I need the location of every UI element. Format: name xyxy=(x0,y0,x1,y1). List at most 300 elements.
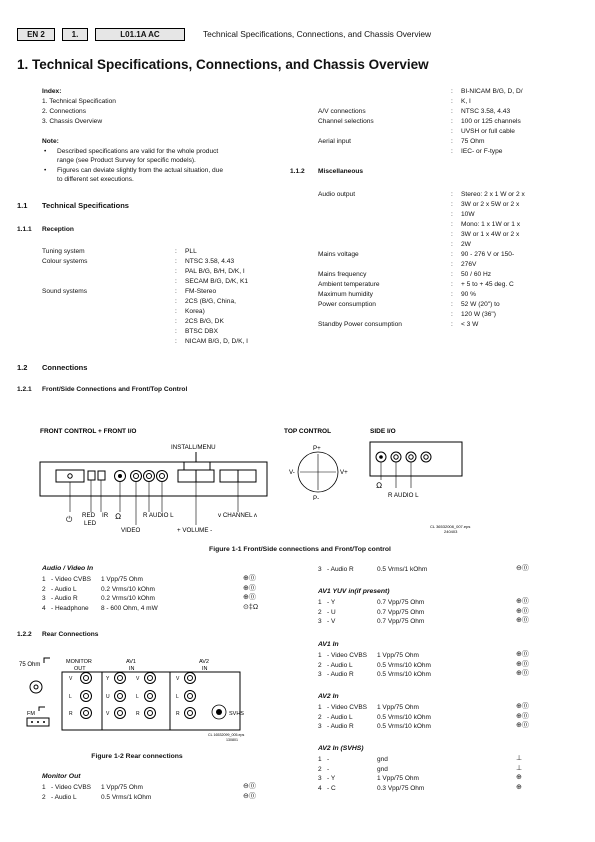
section-title: Technical Specifications xyxy=(42,201,129,210)
spec-value: 52 W (20") to xyxy=(461,301,500,308)
spec-separator: : xyxy=(451,291,453,298)
connector-icon: ⊕⓪ xyxy=(516,607,529,615)
spec-label xyxy=(318,261,451,269)
svg-text:V: V xyxy=(106,711,110,717)
subsection-number: 1.1.2 xyxy=(290,168,305,175)
spec-label: Mains voltage xyxy=(318,251,359,258)
svg-text:130801: 130801 xyxy=(226,738,238,742)
spec-separator: : xyxy=(451,138,453,145)
model-badge: L01.1A AC xyxy=(95,28,185,41)
connection-row xyxy=(318,599,462,607)
pin-value: 1 Vpp/75 Ohm xyxy=(377,775,419,782)
svg-text:OUT: OUT xyxy=(74,666,86,672)
install-menu-label: INSTALL/MENU xyxy=(171,444,216,451)
connection-row xyxy=(42,784,186,792)
connector-icon: ⊕⓪ xyxy=(516,703,529,710)
subsection-title: Front/Side Connections and Front/Top Control xyxy=(42,386,188,393)
spec-label xyxy=(42,268,175,276)
pin-number: 3 xyxy=(318,671,322,678)
rca-jack-center xyxy=(188,694,193,699)
spec-row xyxy=(318,261,476,269)
spec-row xyxy=(318,148,502,156)
spec-row xyxy=(318,108,510,116)
connection-row xyxy=(318,566,462,574)
spec-separator: : xyxy=(451,251,453,258)
spec-separator: : xyxy=(451,311,453,318)
table-title: AV1 YUV in(if present) xyxy=(318,588,390,595)
section-number: 1.2 xyxy=(17,363,28,372)
spec-separator: : xyxy=(451,211,453,218)
spec-label: Maximum humidity xyxy=(318,291,373,298)
svg-text:75 Ohm: 75 Ohm xyxy=(19,662,41,668)
svg-text:MONITOR: MONITOR xyxy=(66,659,92,665)
spec-separator: : xyxy=(451,98,453,105)
audio-l-jack xyxy=(157,471,168,482)
headphone-icon: Ω xyxy=(115,512,122,521)
svg-text:LED: LED xyxy=(84,520,97,527)
pin-value: 0.5 Vrms/10 kOhm xyxy=(377,661,431,669)
spec-row xyxy=(318,301,500,309)
pin-value: 8 - 600 Ohm, 4 mW xyxy=(101,604,158,612)
spec-separator: : xyxy=(451,108,453,115)
spec-row xyxy=(42,268,245,276)
svg-text:CL 36532008_007.eps: CL 36532008_007.eps xyxy=(430,524,471,529)
table-title: Audio / Video In xyxy=(42,565,94,572)
connection-row xyxy=(318,662,462,670)
spec-row xyxy=(42,318,224,326)
svg-text:R: R xyxy=(136,711,140,717)
spec-label: Colour systems xyxy=(42,258,88,265)
rca-jack-center xyxy=(84,694,89,699)
pin-number: 4 xyxy=(42,604,46,612)
note-bullet: • xyxy=(44,148,47,155)
spec-value: PAL B/G, B/H, D/K, I xyxy=(185,268,245,275)
pin-number: 1 xyxy=(318,599,322,606)
connection-row xyxy=(42,794,186,802)
spec-label xyxy=(318,128,451,136)
pin-value: 0.7 Vpp/75 Ohm xyxy=(377,608,425,616)
spec-label xyxy=(42,318,175,326)
spec-label: Audio output xyxy=(318,191,356,198)
spec-label xyxy=(318,311,451,319)
pin-value: gnd xyxy=(377,756,388,763)
side-io-label: SIDE I/O xyxy=(370,428,396,435)
spec-value: 2CS (B/G, China, xyxy=(185,298,236,305)
spec-separator: : xyxy=(175,298,177,305)
pin-value: 0.2 Vrms/10 kOhm xyxy=(101,595,155,602)
pin-value: 1 Vpp/75 Ohm xyxy=(101,576,143,583)
spec-value: PLL xyxy=(185,248,197,255)
spec-value: 90 % xyxy=(461,291,477,298)
pin-name: - Audio L xyxy=(327,661,353,669)
spec-separator: : xyxy=(175,338,177,345)
subsection-title: Reception xyxy=(42,226,74,233)
spec-label xyxy=(42,338,175,346)
table-title: Monitor Out xyxy=(42,773,81,780)
pin-name: - Audio L xyxy=(51,585,77,593)
svg-text:L: L xyxy=(69,694,72,700)
top-control-label: TOP CONTROL xyxy=(284,428,332,435)
spec-row xyxy=(318,98,471,106)
note-bullet: • xyxy=(44,167,47,174)
spec-label: Tuning system xyxy=(42,248,85,255)
spec-value: < 3 W xyxy=(461,321,479,328)
spec-row xyxy=(318,191,525,199)
spec-label: A/V connections xyxy=(318,108,366,115)
connection-row xyxy=(42,576,186,584)
spec-label xyxy=(42,308,175,316)
spec-label xyxy=(318,148,451,156)
svg-text:V-: V- xyxy=(289,469,295,476)
pin-value: 0.5 Vrms/1 kOhm xyxy=(377,566,428,573)
connector-icon: ⊕⓪ xyxy=(516,660,529,668)
spec-value: FM-Stereo xyxy=(185,288,217,295)
index-item: 1. Technical Specification xyxy=(42,98,116,105)
spec-row xyxy=(318,291,476,299)
spec-row xyxy=(318,251,514,259)
spec-value: 90 - 276 V or 150- xyxy=(461,251,515,258)
pin-name: - Headphone xyxy=(51,604,89,612)
connector-icon: ⊥ xyxy=(516,764,523,772)
spec-separator: : xyxy=(175,328,177,335)
rca-jack xyxy=(115,708,126,719)
rca-jack xyxy=(81,673,92,684)
pin-value: 0.5 Vrms/10 kOhm xyxy=(377,723,431,730)
svg-text:AV2: AV2 xyxy=(199,659,209,665)
svg-text:IR: IR xyxy=(102,512,109,519)
spec-value: 75 Ohm xyxy=(461,138,485,145)
pin-value: 0.5 Vrms/1 kOhm xyxy=(101,793,152,801)
spec-label xyxy=(318,241,451,249)
pin-number: 2 xyxy=(42,793,46,801)
svg-text:V: V xyxy=(136,676,140,682)
spec-separator: : xyxy=(175,318,177,325)
subsection-number: 1.2.1 xyxy=(17,386,32,393)
pin-number: 3 xyxy=(318,566,322,573)
pin-number: 2 xyxy=(318,661,322,669)
headphone-icon: Ω xyxy=(376,481,383,490)
spec-value: Mono: 1 x 1W or 1 x xyxy=(461,221,520,228)
connector-icon: ⊖⓪ xyxy=(243,783,256,790)
spec-separator: : xyxy=(175,268,177,275)
pin-value: 0.5 Vrms/10 kOhm xyxy=(377,671,431,678)
connection-row xyxy=(318,775,462,783)
pin-name: - V xyxy=(327,618,336,625)
pin-name: - xyxy=(327,765,330,773)
spec-label: Mains frequency xyxy=(318,271,367,278)
spec-label xyxy=(318,231,451,239)
spec-value: BI-NICAM B/G, D, D/ xyxy=(461,88,523,95)
spec-label: Ambient temperature xyxy=(318,281,380,288)
spec-row xyxy=(42,338,248,346)
section-title: Connections xyxy=(42,363,88,372)
svg-text:V: V xyxy=(176,676,180,682)
spec-row xyxy=(318,321,478,329)
spec-value: 100 or 125 channels xyxy=(461,118,521,125)
spec-separator: : xyxy=(451,201,453,208)
pin-name: - Video CVBS xyxy=(51,576,91,583)
connection-row xyxy=(318,671,462,679)
spec-value: + 5 to + 45 deg. C xyxy=(461,281,514,288)
index-heading: Index: xyxy=(42,88,62,95)
spec-value: Korea) xyxy=(185,308,205,315)
spec-row xyxy=(42,308,205,316)
rca-jack xyxy=(81,691,92,702)
spec-row xyxy=(42,258,234,266)
spec-label: Aerial input xyxy=(318,138,351,145)
rca-jack xyxy=(185,691,196,702)
spec-label xyxy=(42,298,175,306)
pin-value: 1 Vpp/75 Ohm xyxy=(377,652,419,659)
pin-name: - Video CVBS xyxy=(327,704,367,711)
rca-jack-center xyxy=(188,711,193,716)
spec-value: 276V xyxy=(461,261,477,268)
spec-value: K, I xyxy=(461,98,471,105)
spec-value: SECAM B/G, D/K, K1 xyxy=(185,278,249,285)
subsection-number: 1.2.2 xyxy=(17,631,32,638)
pin-value: 0.2 Vrms/10 kOhm xyxy=(101,585,155,593)
connector-icon: ⊕⓪ xyxy=(516,598,529,605)
figure-caption: Figure 1-2 Rear connections xyxy=(91,753,183,760)
svg-text:SVHS: SVHS xyxy=(229,711,244,717)
spec-row xyxy=(42,288,216,296)
table-title: AV1 In xyxy=(318,641,339,648)
rca-jack-center xyxy=(148,676,153,681)
spec-separator: : xyxy=(451,321,453,328)
spec-separator: : xyxy=(451,231,453,238)
connector-icon: ⊕⓪ xyxy=(516,670,529,677)
pin-value: 1 Vpp/75 Ohm xyxy=(101,784,143,791)
pin-number: 2 xyxy=(318,713,322,721)
spec-value: 3W or 2 x 5W or 2 x xyxy=(461,201,520,208)
connection-row xyxy=(42,595,186,603)
pin-name: - Video CVBS xyxy=(327,652,367,659)
section-number: 1.1 xyxy=(17,201,28,210)
pin-name: - Audio R xyxy=(327,566,354,573)
pin-number: 2 xyxy=(318,765,322,773)
spec-label xyxy=(318,221,451,229)
index-item: 2. Connections xyxy=(42,108,86,115)
audio-r-jack xyxy=(144,471,155,482)
spec-separator: : xyxy=(451,261,453,268)
spec-label: Channel selections xyxy=(318,118,374,125)
header-title: Technical Specifications, Connections, and Chassis Overview xyxy=(203,29,432,39)
svg-text:R: R xyxy=(176,711,180,717)
page-title: 1. Technical Specifications, Connections, and Chassis Overview xyxy=(17,57,429,72)
power-symbol-icon: ⏻ xyxy=(66,515,73,524)
pin-name: - Y xyxy=(327,775,336,782)
pin-name: - Audio L xyxy=(51,793,77,801)
connection-row xyxy=(318,618,462,626)
rca-jack-center xyxy=(188,676,193,681)
pin-number: 1 xyxy=(42,576,46,583)
spec-label: Power consumption xyxy=(318,301,376,308)
pin-name: - Video CVBS xyxy=(51,784,91,791)
connection-row xyxy=(318,766,462,774)
spec-value: UVSH or full cable xyxy=(461,128,515,135)
lang-badge: EN 2 xyxy=(17,28,55,41)
note-text: Figures can deviate slightly from the actual situation, due xyxy=(57,167,224,174)
pin-value: 0.3 Vpp/75 Ohm xyxy=(377,784,425,792)
spec-row xyxy=(318,311,496,319)
spec-value: Stereo: 2 x 1 W or 2 x xyxy=(461,191,525,198)
figure-caption: Figure 1-1 Front/Side connections and Front/Top control xyxy=(209,546,391,553)
rca-jack-center xyxy=(84,711,89,716)
spec-separator: : xyxy=(451,301,453,308)
spec-value: 120 W (36") xyxy=(461,311,496,318)
svg-text:V+: V+ xyxy=(340,469,348,476)
connection-row xyxy=(318,652,462,660)
connection-row xyxy=(318,723,462,731)
rear-connections-figure xyxy=(0,654,300,744)
spec-separator: : xyxy=(451,191,453,198)
rca-jack xyxy=(145,708,156,719)
spec-label xyxy=(42,328,175,336)
rca-jack-center xyxy=(118,711,123,716)
table-title: AV2 In (SVHS) xyxy=(318,745,364,752)
rca-jack-center xyxy=(148,711,153,716)
spec-row xyxy=(318,231,519,239)
note-text: range (see Product Survey for specific models). xyxy=(57,157,196,164)
pin-value: 0.5 Vrms/10 kOhm xyxy=(377,713,431,721)
spec-value: 3W or 1 x 4W or 2 x xyxy=(461,231,520,238)
pin-number: 2 xyxy=(318,608,322,616)
spec-row xyxy=(42,248,197,256)
pin-number: 3 xyxy=(318,618,322,625)
rca-jack xyxy=(115,691,126,702)
spec-row xyxy=(318,281,514,289)
spec-value: 2CS B/G, DK xyxy=(185,318,224,325)
connector-icon: ⊖⓪ xyxy=(243,792,256,800)
spec-separator: : xyxy=(451,241,453,248)
spec-row xyxy=(318,221,520,229)
pin-name: - Y xyxy=(327,599,336,606)
spec-value: NICAM B/G, D, D/K, I xyxy=(185,338,249,345)
red-led xyxy=(88,471,95,480)
spec-separator: : xyxy=(451,281,453,288)
rca-jack xyxy=(185,673,196,684)
pin-name: - U xyxy=(327,608,336,616)
connection-row xyxy=(318,609,462,617)
pin-number: 1 xyxy=(318,652,322,659)
connector-icon: ⊕⓪ xyxy=(516,651,529,658)
index-item: 3. Chassis Overview xyxy=(42,118,103,125)
spec-label xyxy=(318,211,451,219)
chapter-badge: 1. xyxy=(62,28,88,41)
connection-row xyxy=(318,756,462,764)
spec-row xyxy=(42,298,236,306)
spec-row xyxy=(318,138,484,146)
note-heading: Note: xyxy=(42,138,59,145)
rca-jack-center xyxy=(148,694,153,699)
spec-row xyxy=(318,211,475,219)
connector-icon: ⊕ xyxy=(516,783,522,791)
svg-text:L: L xyxy=(176,694,179,700)
spec-value: BTSC DBX xyxy=(185,328,218,335)
pin-number: 4 xyxy=(318,784,322,792)
spec-separator: : xyxy=(451,148,453,155)
spec-separator: : xyxy=(451,128,453,135)
connector-icon: ⊕⓪ xyxy=(243,575,256,582)
pin-name: - C xyxy=(327,784,336,792)
connector-icon: ⊕⓪ xyxy=(516,712,529,720)
rca-jack-center xyxy=(118,676,123,681)
connector-icon: ⊕⓪ xyxy=(516,617,529,624)
spec-row xyxy=(318,241,471,249)
connector-icon: ⊕ xyxy=(516,774,522,781)
svg-text:U: U xyxy=(106,694,110,700)
subsection-title: Miscellaneous xyxy=(318,168,364,175)
spec-separator: : xyxy=(175,248,177,255)
rca-jack xyxy=(145,691,156,702)
pin-value: 0.7 Vpp/75 Ohm xyxy=(377,599,425,606)
subsection-title: Rear Connections xyxy=(42,631,99,638)
power-switch xyxy=(56,470,84,482)
pin-value: gnd xyxy=(377,765,388,773)
spec-separator: : xyxy=(175,278,177,285)
spec-value: 2W xyxy=(461,241,471,248)
spec-value: 10W xyxy=(461,211,475,218)
spec-row xyxy=(318,88,523,96)
power-indicator-icon xyxy=(68,474,72,478)
rca-jack xyxy=(145,673,156,684)
connection-row xyxy=(318,704,462,712)
spec-row xyxy=(318,201,519,209)
connector-icon: ⊕⓪ xyxy=(243,594,256,601)
pin-name: - Audio L xyxy=(327,713,353,721)
spec-label xyxy=(318,98,451,106)
pin-value: 0.7 Vpp/75 Ohm xyxy=(377,618,425,625)
spec-separator: : xyxy=(451,221,453,228)
svg-text:CL 16532099_005.eps: CL 16532099_005.eps xyxy=(208,733,245,737)
note-text: to different set executions. xyxy=(57,176,134,183)
pin-name: - xyxy=(327,756,330,763)
rca-jack-center xyxy=(84,676,89,681)
connector-icon: ⊕⓪ xyxy=(243,584,256,592)
rca-jack xyxy=(185,708,196,719)
connector-icon: ⊖⓪ xyxy=(516,565,529,572)
subsection-number: 1.1.1 xyxy=(17,226,32,233)
spec-separator: : xyxy=(451,88,453,95)
pin-number: 1 xyxy=(318,704,322,711)
connection-row xyxy=(318,785,462,793)
rca-jack-center xyxy=(118,694,123,699)
connection-row xyxy=(42,586,186,594)
rca-jack xyxy=(115,673,126,684)
connector-icon: ⊥ xyxy=(516,755,523,762)
spec-separator: : xyxy=(175,308,177,315)
svg-text:P-: P- xyxy=(313,495,320,502)
pin-value: 1 Vpp/75 Ohm xyxy=(377,704,419,711)
svg-text:IN: IN xyxy=(129,666,135,672)
svg-text:v CHANNEL ʌ: v CHANNEL ʌ xyxy=(218,512,257,519)
video-jack xyxy=(131,471,142,482)
spec-row xyxy=(318,271,491,279)
note-text: Described specifications are valid for the whole product xyxy=(57,148,219,155)
spec-row xyxy=(318,118,521,126)
spec-separator: : xyxy=(451,118,453,125)
svg-text:R AUDIO L: R AUDIO L xyxy=(388,492,419,499)
spec-separator: : xyxy=(175,288,177,295)
spec-label xyxy=(318,201,451,209)
pin-number: 3 xyxy=(318,775,322,782)
svg-text:VIDEO: VIDEO xyxy=(121,527,141,534)
table-title: AV2 In xyxy=(318,693,339,700)
spec-label xyxy=(42,278,175,286)
svg-text:240403: 240403 xyxy=(444,529,458,534)
spec-value: IEC- or F-type xyxy=(461,148,503,155)
pin-number: 1 xyxy=(318,756,322,763)
